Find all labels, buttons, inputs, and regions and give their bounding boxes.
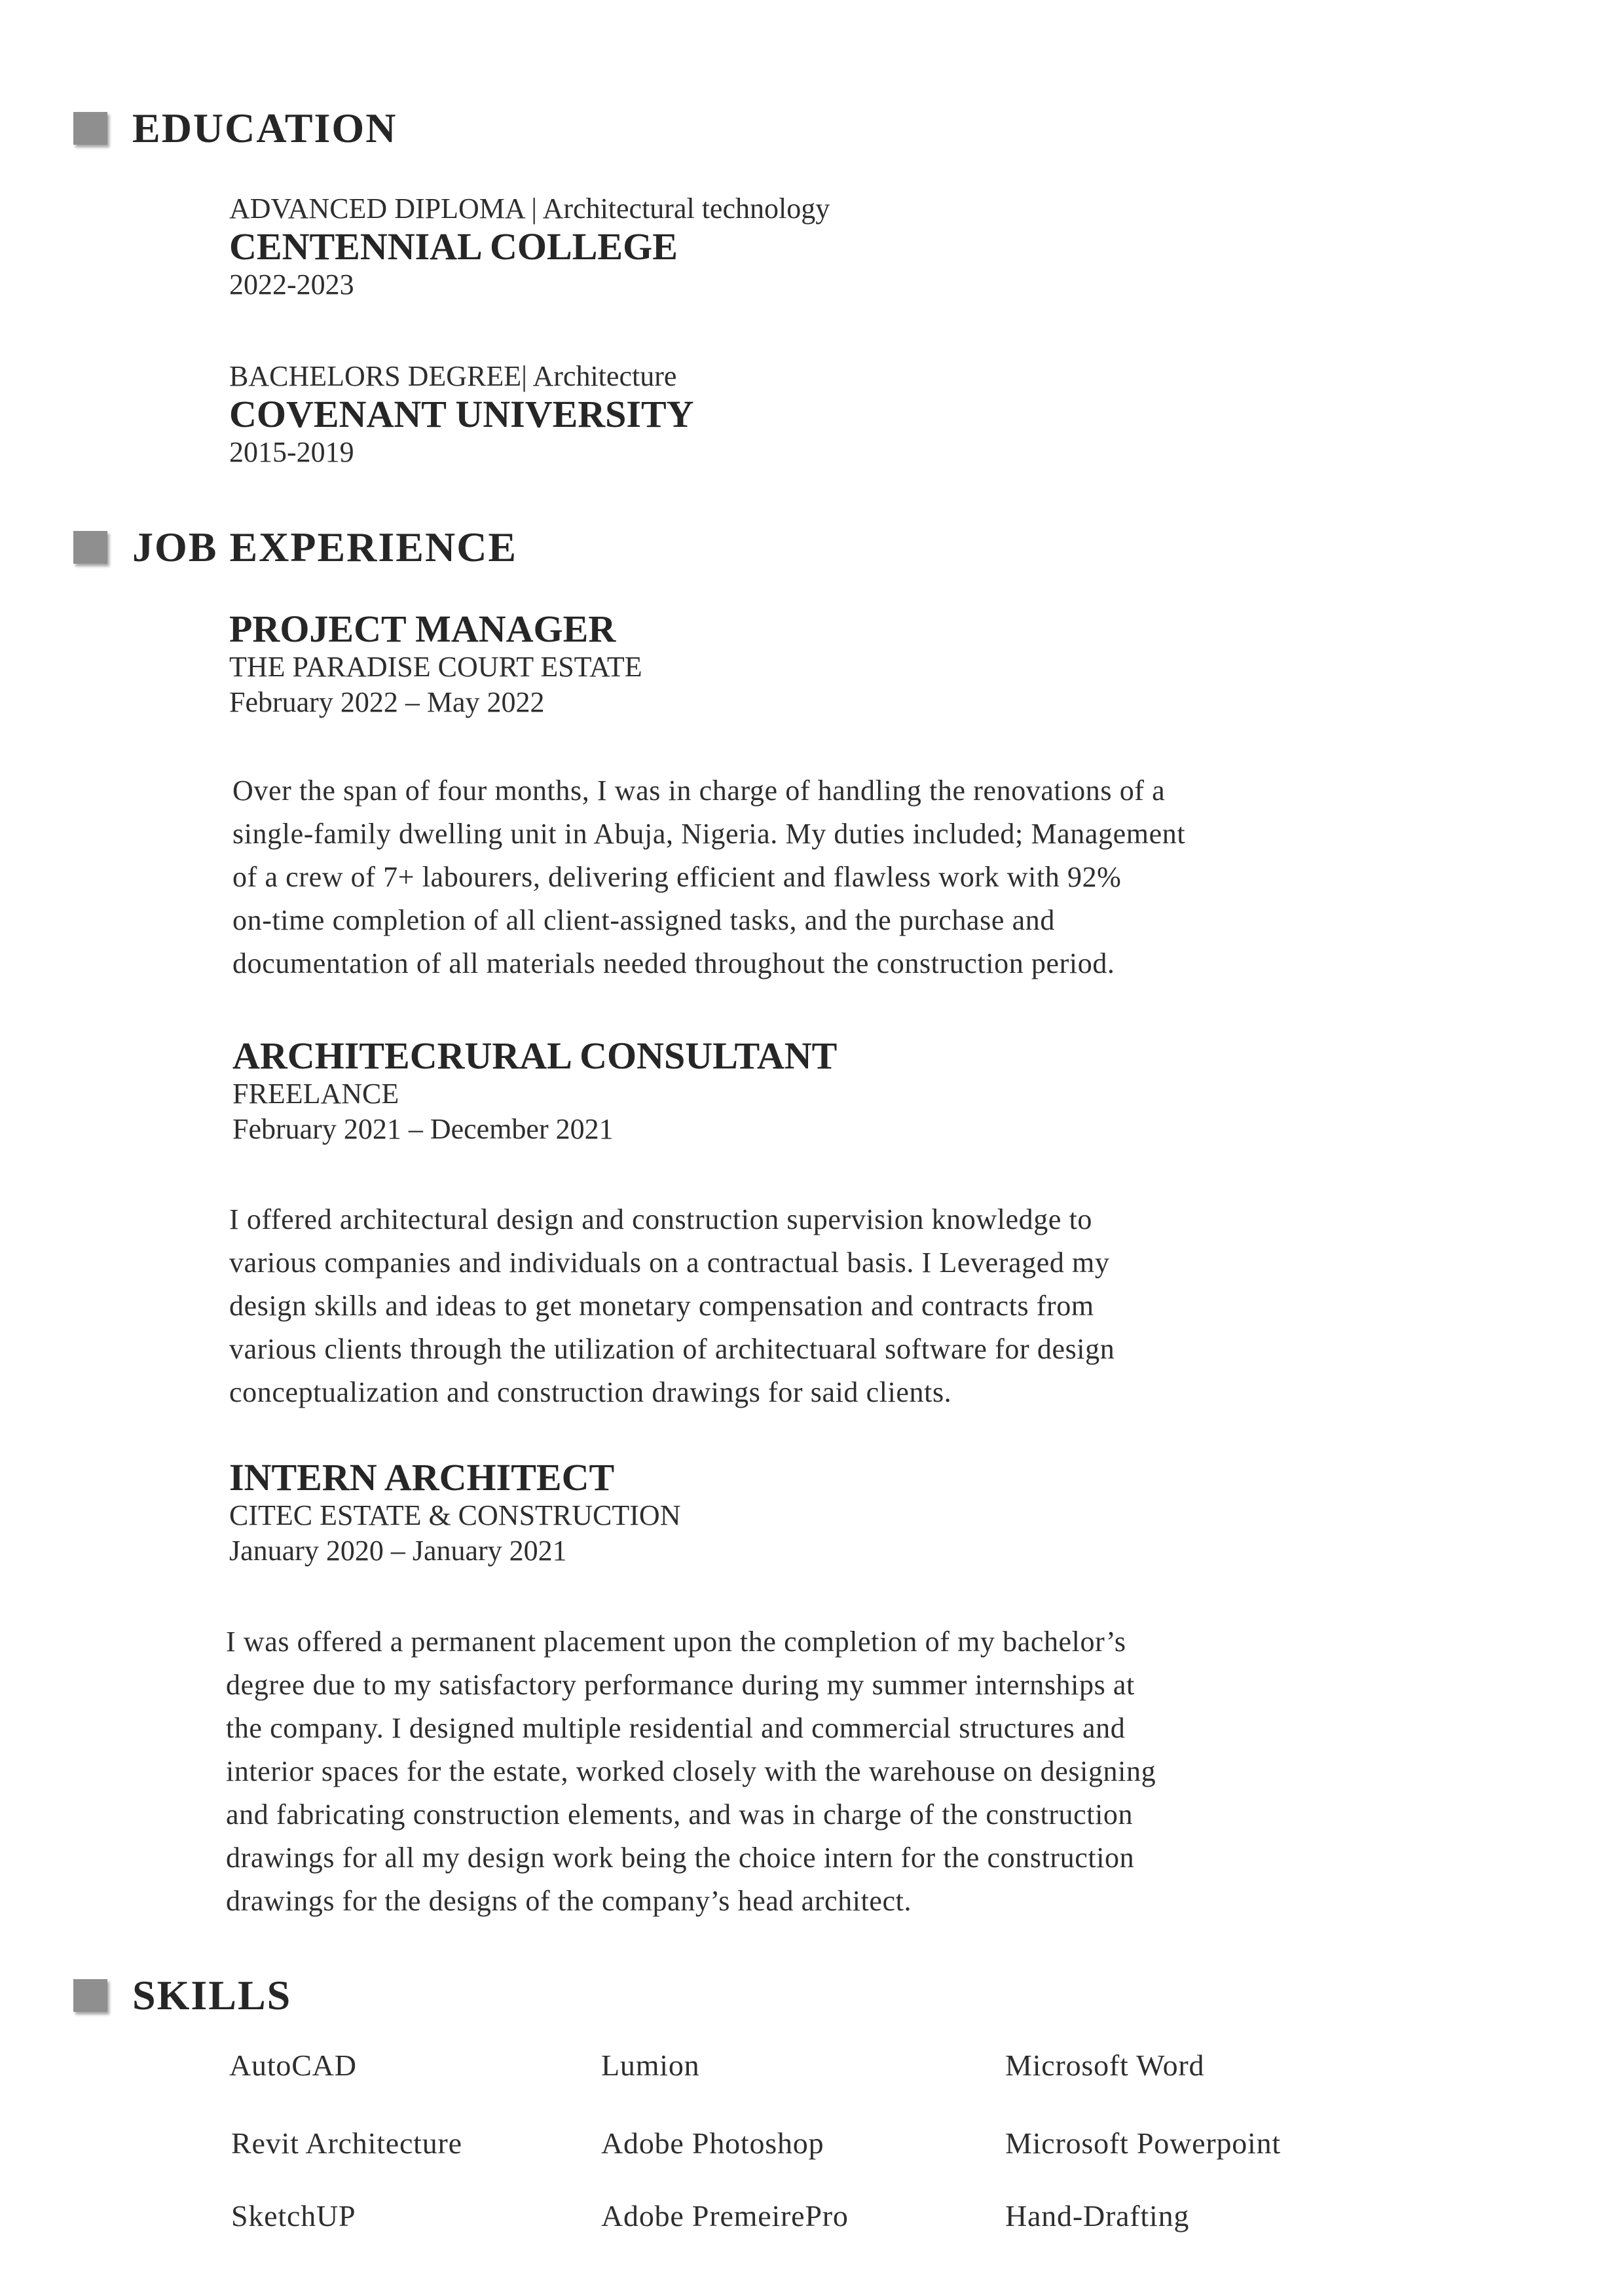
section-marker-icon — [73, 531, 107, 564]
description-line: interior spaces for the estate, worked closely with the warehouse on designing — [226, 1755, 1156, 1787]
school: COVENANT UNIVERSITY — [229, 393, 694, 435]
job-role: PROJECT MANAGER — [229, 608, 616, 650]
skill-item: Adobe Photoshop — [601, 2126, 824, 2160]
experience-heading — [73, 521, 517, 574]
school: CENTENNIAL COLLEGE — [229, 225, 678, 268]
job-role: INTERN ARCHITECT — [229, 1456, 615, 1499]
skill-item: Microsoft Word — [1005, 2049, 1205, 2082]
description-line: various companies and individuals on a contractual basis. I Leveraged my — [229, 1247, 1110, 1279]
job-description — [229, 1198, 1115, 1414]
description-line: Over the span of four months, I was in charge of handling the renovations of a — [232, 774, 1166, 807]
section-title: JOB EXPERIENCE — [132, 524, 518, 570]
description-line: of a crew of 7+ labourers, delivering efficient and flawless work with 92% — [232, 861, 1122, 893]
skill-item: Microsoft Powerpoint — [1005, 2126, 1282, 2160]
education-entry — [229, 191, 830, 302]
skill-item: Adobe PremeirePro — [601, 2199, 849, 2232]
skill-item: Lumion — [601, 2049, 700, 2082]
description-line: I was offered a permanent placement upon the completion of my bachelor’s — [226, 1626, 1126, 1658]
education-heading — [73, 102, 397, 155]
degree: ADVANCED DIPLOMA | Architectural technology — [229, 192, 830, 225]
description-line: conceptualization and construction drawings for said clients. — [229, 1376, 952, 1408]
description-line: on-time completion of all client-assigned tasks, and the purchase and — [232, 904, 1055, 936]
description-line: single-family dwelling unit in Abuja, Nigeria. My duties included; Management — [232, 818, 1186, 850]
job-dates: January 2020 – January 2021 — [229, 1535, 567, 1567]
skill-item: AutoCAD — [229, 2049, 357, 2082]
job-header — [232, 1036, 837, 1147]
description-line: various clients through the utilization of architectuaral software for design — [229, 1333, 1115, 1365]
description-line: drawings for all my design work being the choice intern for the construction — [226, 1842, 1135, 1874]
section-title: SKILLS — [132, 1972, 292, 2018]
section-marker-icon — [73, 1979, 107, 2012]
job-description — [232, 769, 1185, 985]
description-line: drawings for the designs of the company’s head architect. — [226, 1885, 912, 1917]
job-company: THE PARADISE COURT ESTATE — [229, 651, 642, 683]
skills-heading — [73, 1969, 291, 2022]
job-description — [226, 1620, 1156, 1923]
job-company: FREELANCE — [232, 1078, 399, 1110]
job-header — [229, 1457, 680, 1569]
job-role: ARCHITECRURAL CONSULTANT — [232, 1034, 838, 1077]
skill-item: Hand-Drafting — [1005, 2199, 1190, 2232]
description-line: I offered architectural design and construction supervision knowledge to — [229, 1203, 1092, 1235]
description-line: the company. I designed multiple residential and commercial structures and — [226, 1712, 1126, 1744]
skill-item: SketchUP — [231, 2199, 356, 2232]
job-dates: February 2021 – December 2021 — [232, 1113, 614, 1145]
description-line: design skills and ideas to get monetary compensation and contracts from — [229, 1290, 1094, 1322]
section-marker-icon — [73, 112, 107, 145]
section-title: EDUCATION — [132, 105, 397, 151]
job-company: CITEC ESTATE & CONSTRUCTION — [229, 1499, 681, 1531]
years: 2015-2019 — [229, 436, 354, 468]
description-line: documentation of all materials needed throughout the construction period. — [232, 947, 1115, 979]
years: 2022-2023 — [229, 268, 354, 301]
education-entry — [229, 359, 694, 470]
skill-item: Revit Architecture — [231, 2126, 462, 2160]
description-line: degree due to my satisfactory performance during my summer internships at — [226, 1669, 1135, 1701]
degree: BACHELORS DEGREE| Architecture — [229, 360, 677, 392]
job-dates: February 2022 – May 2022 — [229, 686, 545, 718]
description-line: and fabricating construction elements, and was in charge of the construction — [226, 1798, 1134, 1831]
job-header — [229, 609, 642, 720]
